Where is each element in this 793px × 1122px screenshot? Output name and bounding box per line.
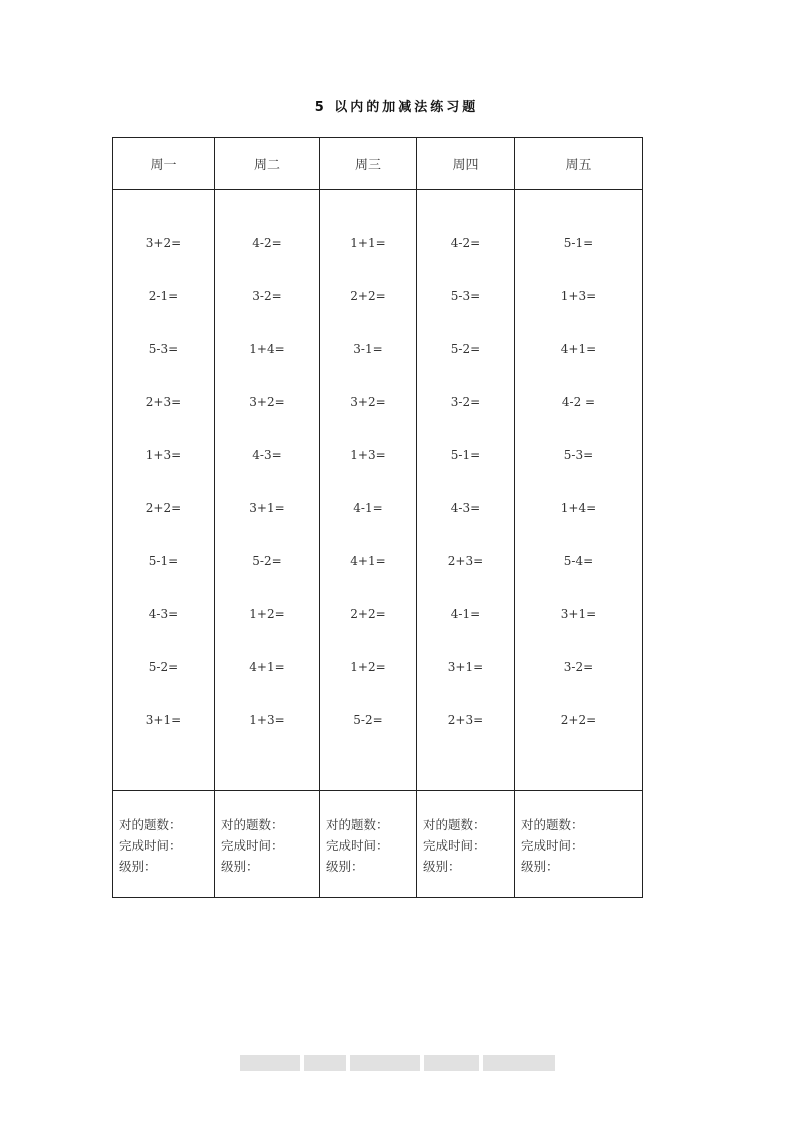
problem-item: 4-1= <box>353 501 383 515</box>
problem-item: 5-1= <box>563 236 594 250</box>
problem-item: 1+3= <box>350 448 386 462</box>
problem-item: 4+1= <box>560 342 597 356</box>
level-label: 级别： <box>119 859 157 874</box>
day-header-fri: 周五 <box>515 138 643 190</box>
footer-cell-tue <box>215 791 320 898</box>
completion-time-label: 完成时间： <box>326 838 389 853</box>
footer-row <box>113 791 643 898</box>
blurred-footer-watermark <box>240 1055 555 1071</box>
problem-item: 5-1= <box>450 448 481 462</box>
level-label: 级别： <box>221 859 259 874</box>
problem-item: 5-3= <box>450 289 481 303</box>
problem-item: 1+2= <box>249 607 285 621</box>
problem-item: 4-3= <box>148 607 179 621</box>
problem-item: 2+3= <box>447 554 484 568</box>
problem-item: 4+1= <box>249 660 285 674</box>
problem-item: 1+3= <box>560 289 597 303</box>
day-header-mon: 周一 <box>113 138 215 190</box>
problem-item: 3+1= <box>145 713 182 727</box>
problem-item: 2+3= <box>145 395 182 409</box>
level-label: 级别： <box>423 859 461 874</box>
footer-cell-wed <box>320 791 417 898</box>
problem-item: 5-2= <box>450 342 481 356</box>
correct-count-label: 对的题数： <box>119 817 182 832</box>
problem-item: 1+3= <box>145 448 182 462</box>
problems-column-mon <box>113 190 215 791</box>
problems-column-wed <box>320 190 417 791</box>
problem-item: 1+4= <box>560 501 597 515</box>
problem-item: 3-2= <box>252 289 282 303</box>
problem-item: 3+2= <box>350 395 386 409</box>
problem-item: 5-2= <box>148 660 179 674</box>
completion-time-label: 完成时间： <box>221 838 284 853</box>
problem-item: 2+2= <box>350 289 386 303</box>
level-label: 级别： <box>326 859 364 874</box>
problem-item: 4-3= <box>450 501 481 515</box>
problem-item: 5-2= <box>353 713 383 727</box>
header-row <box>113 138 643 190</box>
problem-item: 2+2= <box>560 713 597 727</box>
problem-item: 3+2= <box>249 395 285 409</box>
problem-item: 5-2= <box>252 554 282 568</box>
problem-item: 3-1= <box>353 342 383 356</box>
problem-item: 2+2= <box>145 501 182 515</box>
problem-item: 4-2= <box>252 236 282 250</box>
correct-count-label: 对的题数： <box>221 817 284 832</box>
problem-item: 3+1= <box>447 660 484 674</box>
problem-item: 1+3= <box>249 713 285 727</box>
completion-time-label: 完成时间： <box>423 838 486 853</box>
footer-cell-mon <box>113 791 215 898</box>
day-header-wed: 周三 <box>320 138 417 190</box>
problems-column-thu <box>417 190 515 791</box>
problem-item: 5-3= <box>563 448 594 462</box>
problem-item: 3-2= <box>450 395 481 409</box>
day-header-thu: 周四 <box>417 138 515 190</box>
problem-item: 5-3= <box>148 342 179 356</box>
completion-time-label: 完成时间： <box>119 838 182 853</box>
problem-item: 1+2= <box>350 660 386 674</box>
problem-item: 2-1= <box>148 289 179 303</box>
problem-item: 4-1= <box>450 607 481 621</box>
correct-count-label: 对的题数： <box>521 817 584 832</box>
footer-cell-thu <box>417 791 515 898</box>
correct-count-label: 对的题数： <box>326 817 389 832</box>
problem-item: 2+2= <box>350 607 386 621</box>
problem-item: 3+1= <box>560 607 597 621</box>
problem-item: 4+1= <box>350 554 386 568</box>
problem-item: 4-3= <box>252 448 282 462</box>
correct-count-label: 对的题数： <box>423 817 486 832</box>
problem-item: 5-1= <box>148 554 179 568</box>
problem-item: 3+1= <box>249 501 285 515</box>
problem-item: 1+4= <box>249 342 285 356</box>
footer-cell-fri <box>515 791 643 898</box>
problem-item: 5-4= <box>563 554 594 568</box>
problem-item: 4-2 = <box>561 395 596 409</box>
problems-column-tue <box>215 190 320 791</box>
worksheet-title: 5 以内的加减法练习题 <box>314 100 479 115</box>
completion-time-label: 完成时间： <box>521 838 584 853</box>
problem-item: 3+2= <box>145 236 182 250</box>
level-label: 级别： <box>521 859 559 874</box>
day-header-tue: 周二 <box>215 138 320 190</box>
problems-column-fri <box>515 190 643 791</box>
problem-item: 3-2= <box>563 660 594 674</box>
problems-row <box>113 190 643 791</box>
problem-item: 2+3= <box>447 713 484 727</box>
problem-item: 4-2= <box>450 236 481 250</box>
worksheet-table <box>112 137 643 898</box>
problem-item: 1+1= <box>350 236 386 250</box>
